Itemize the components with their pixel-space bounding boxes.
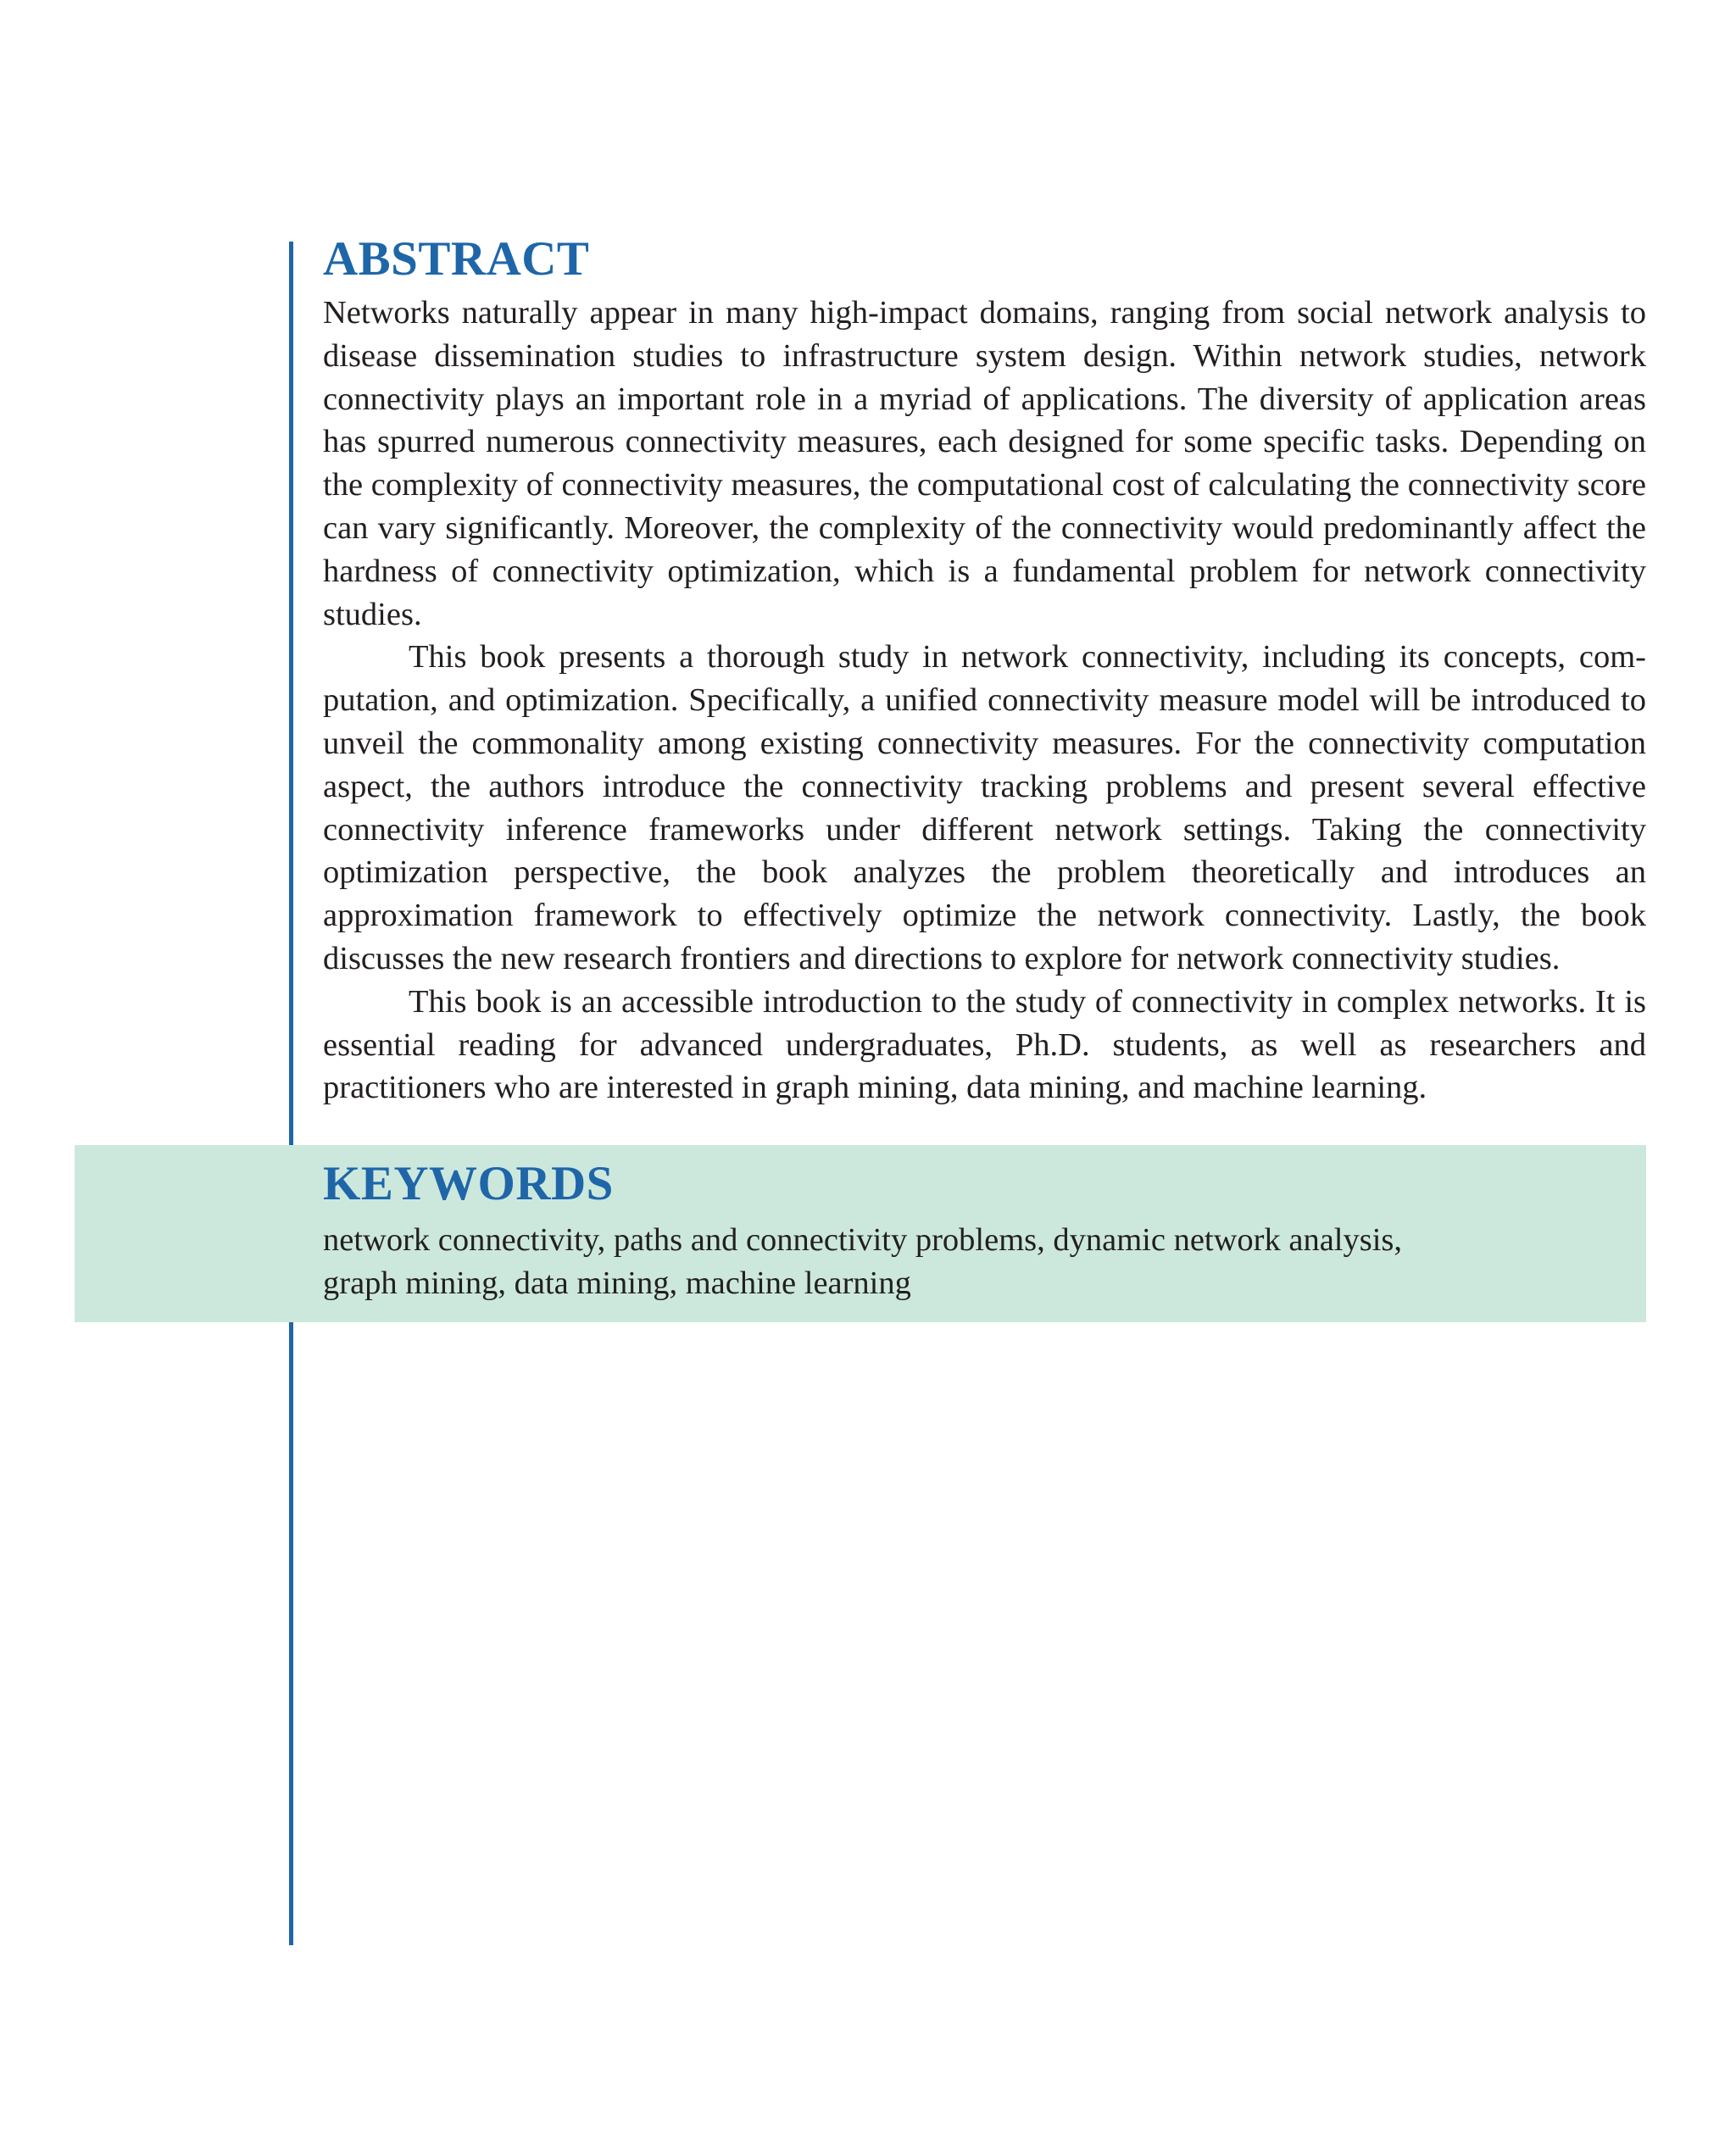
keywords-heading: KEYWORDS: [323, 1157, 614, 1210]
abstract-heading: ABSTRACT: [323, 232, 590, 286]
keywords-line-1: network connectivity, paths and connectivity problems, dynamic network analysis,: [323, 1222, 1403, 1258]
abstract-paragraph-2: This book presents a thorough study in network connectivity, including its concepts, computation, and optimization. Specifically, a unified connectivity measure model will be introduced to unveil the commonality among existing connectivity measures. For the connectivity computation aspect, the authors introduce the connectivity tracking problems and present several effective connectivity inference frameworks under different network settings. Taking the connectivity optimization perspective, the book analyzes the problem theoretically and introduces an approximation framework to effectively optimize the network connectivity. Lastly, the book discusses the new research frontiers and directions to explore for network connectivity studies.: [323, 639, 1646, 976]
abstract-section: [323, 227, 1646, 1109]
keywords-line-2: graph mining, data mining, machine learning: [323, 1265, 911, 1301]
abstract-paragraph-3: This book is an accessible introduction to the study of connectivity in complex networks. It is essential reading for advanced undergraduates, Ph.D. students, as well as researchers and practitioners who are interested in graph mining, data mining, and machine learning.: [323, 983, 1646, 1106]
keywords-section: [323, 1149, 1646, 1304]
vertical-accent-rule: [289, 242, 293, 1945]
abstract-paragraph-1: Networks naturally appear in many high-impact domains, ranging from social network analysis to disease dissemination studies to infrastructure system design. Within network studies, network connectivity plays an important role in a myriad of applications. The diversity of application areas has spurred numerous connectivity measures, each designed for some specific tasks. Depending on the complexity of connectivity measures, the computational cost of calculating the connectivity score can vary significantly. Moreover, the complexity of the connectivity would predominantly affect the hardness of connectivity optimization, which is a fundamental problem for network connectivity studies.: [323, 295, 1646, 632]
